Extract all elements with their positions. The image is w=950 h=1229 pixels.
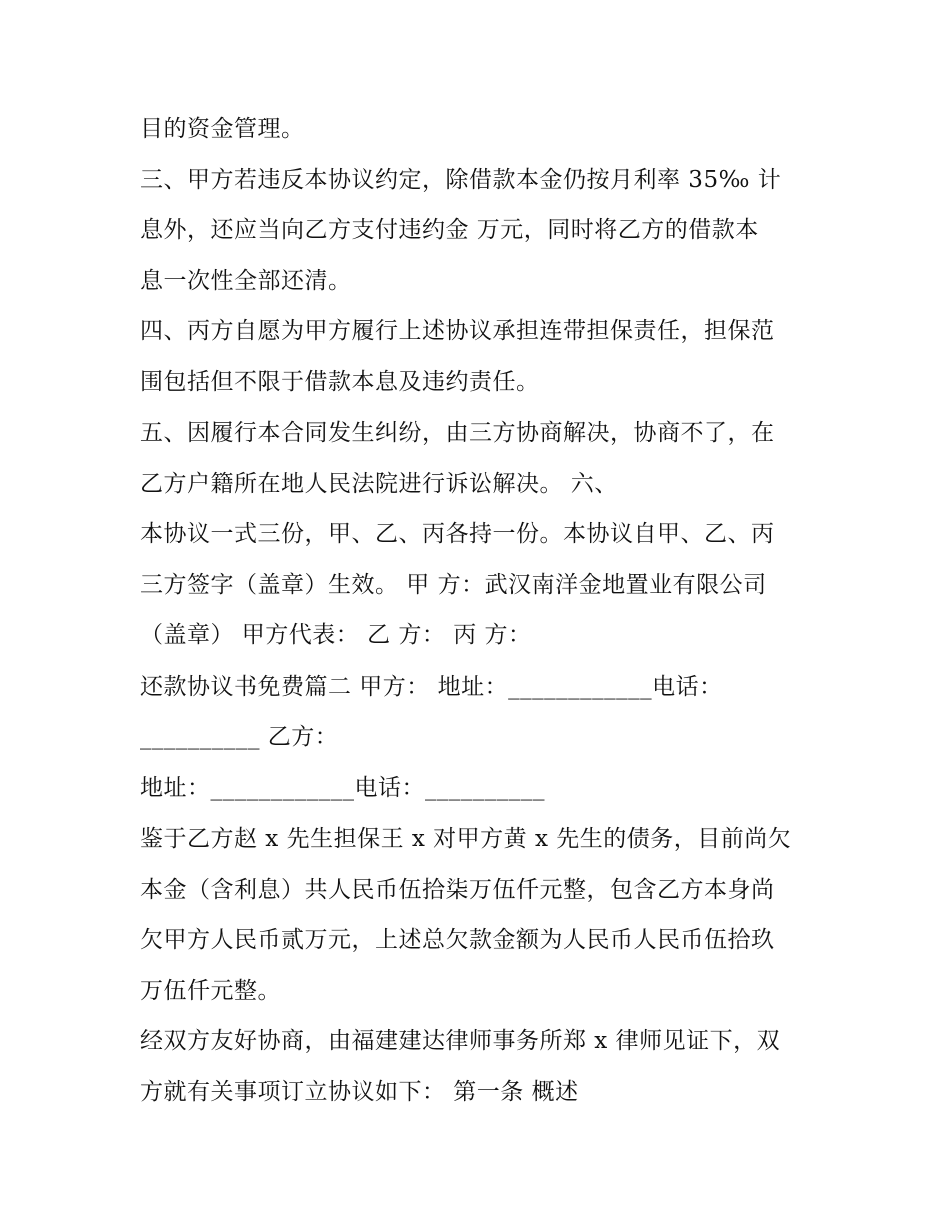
text-line: 万伍仟元整。: [140, 978, 281, 1004]
text-line: 鉴于乙方赵 x 先生担保王 x 对甲方黄 x 先生的债务，目前尚欠: [140, 826, 792, 852]
text-line: 息外，还应当向乙方支付违约金 万元，同时将乙方的借款本: [140, 217, 759, 243]
text-line: 地址：____________电话：__________: [140, 775, 545, 801]
text-line: 围包括但不限于借款本息及违约责任。: [140, 369, 540, 395]
text-line: 息一次性全部还清。: [140, 268, 352, 294]
text-line: 五、因履行本合同发生纠纷，由三方协商解决，协商不了，在: [140, 420, 775, 446]
text-line: 经双方友好协商，由福建建达律师事务所郑 x 律师见证下，双: [140, 1028, 781, 1054]
text-line: 四、丙方自愿为甲方履行上述协议承担连带担保责任，担保范: [140, 318, 775, 344]
text-line: 乙方户籍所在地人民法院进行诉讼解决。 六、: [140, 471, 618, 497]
text-line: 本协议一式三份，甲、乙、丙各持一份。本协议自甲、乙、丙: [140, 521, 775, 547]
text-line: 三方签字（盖章）生效。 甲 方：武汉南洋金地置业有限公司: [140, 572, 767, 598]
text-line: （盖章） 甲方代表： 乙 方： 丙 方：: [140, 622, 532, 648]
text-line: 欠甲方人民币贰万元，上述总欠款金额为人民币人民币伍拾玖: [140, 927, 775, 953]
text-line: 目的资金管理。: [140, 116, 305, 142]
text-line: 还款协议书免费篇二 甲方： 地址：____________电话：: [140, 674, 723, 700]
text-line: __________ 乙方：: [140, 724, 339, 750]
text-line: 三、甲方若违反本协议约定，除借款本金仍按月利率 35‰ 计: [140, 167, 782, 193]
text-line: 方就有关事项订立协议如下： 第一条 概述: [140, 1079, 579, 1105]
text-line: 本金（含利息）共人民币伍拾柒万伍仟元整，包含乙方本身尚: [140, 877, 775, 903]
